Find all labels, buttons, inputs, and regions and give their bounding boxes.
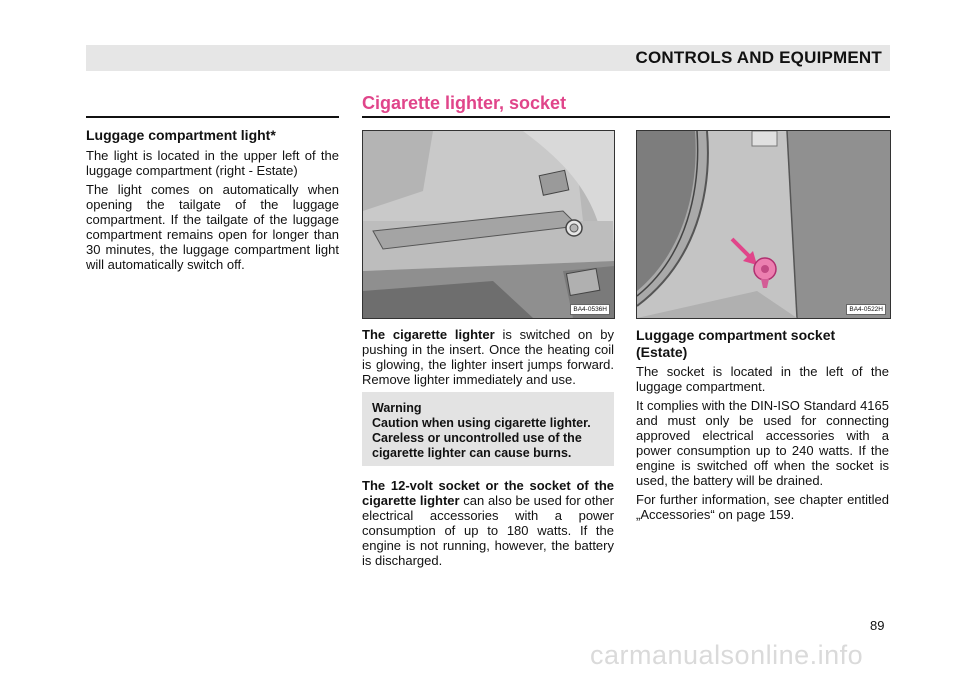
right-heading-line-2: (Estate): [636, 344, 688, 360]
right-paragraph-2: It complies with the DIN-ISO Standard 4165 and must only be used for connecting approved electrical accessories with a power consumption up to 240 watts. If the engine is switched off when the socket is used, the battery will be drained.: [636, 398, 889, 488]
left-paragraph-1: The light is located in the upper left of the luggage compartment (right - Estate): [86, 148, 339, 178]
left-paragraph-2: The light comes on automatically when opening the tailgate of the luggage compartment. If the tailgate of the luggage compartment remains open for longer than 30 minutes, the luggage compartment light will automatically switch off.: [86, 182, 339, 272]
cigarette-lighter-illustration: [363, 131, 614, 318]
figure-luggage-socket: [636, 130, 891, 319]
warning-box: [362, 392, 614, 466]
page-header-title: CONTROLS AND EQUIPMENT: [635, 48, 882, 67]
header-bar: [86, 45, 890, 71]
right-paragraph-3: For further information, see chapter entitled „Accessories“ on page 159.: [636, 492, 889, 522]
left-heading: Luggage compartment light*: [86, 127, 276, 143]
middle-p1-bold: The cigarette lighter: [362, 327, 495, 342]
section-rule: [362, 116, 890, 118]
figure-cigarette-lighter: [362, 130, 615, 319]
right-paragraph-1: The socket is located in the left of the luggage compartment.: [636, 364, 889, 394]
right-heading-line-1: Luggage compartment socket: [636, 327, 836, 343]
right-heading: [636, 327, 889, 361]
page-number: 89: [870, 618, 885, 633]
luggage-socket-illustration: [637, 131, 890, 318]
figure-label-left: BA4-0536H: [570, 304, 610, 315]
warning-line-1: Caution when using cigarette lighter.: [372, 416, 591, 430]
section-title: Cigarette lighter, socket: [362, 93, 567, 113]
warning-line-2: Careless or uncontrolled use of the: [372, 431, 582, 445]
middle-p1-rest: is switched on by pushing in the insert. Once the heating coil is glowing, the lighter insert jumps forward. Remove lighter immediately and use.: [362, 327, 615, 387]
middle-p2-rest: can also be used for other electrical accessories with a power consumption of up to 180 watts. If the engine is not running, however, the battery is discharged.: [362, 493, 614, 568]
middle-paragraph-2: [362, 478, 614, 568]
warning-title: Warning: [372, 401, 422, 415]
left-column-rule: [86, 116, 339, 118]
warning-line-3: cigarette lighter can cause burns.: [372, 446, 572, 460]
middle-paragraph-1: [362, 327, 614, 387]
figure-label-right: BA4-0522H: [846, 304, 886, 315]
middle-p2-bold: The 12-volt socket or the socket of the cigarette lighter: [362, 478, 614, 508]
watermark: carmanualsonline.info: [590, 640, 864, 670]
